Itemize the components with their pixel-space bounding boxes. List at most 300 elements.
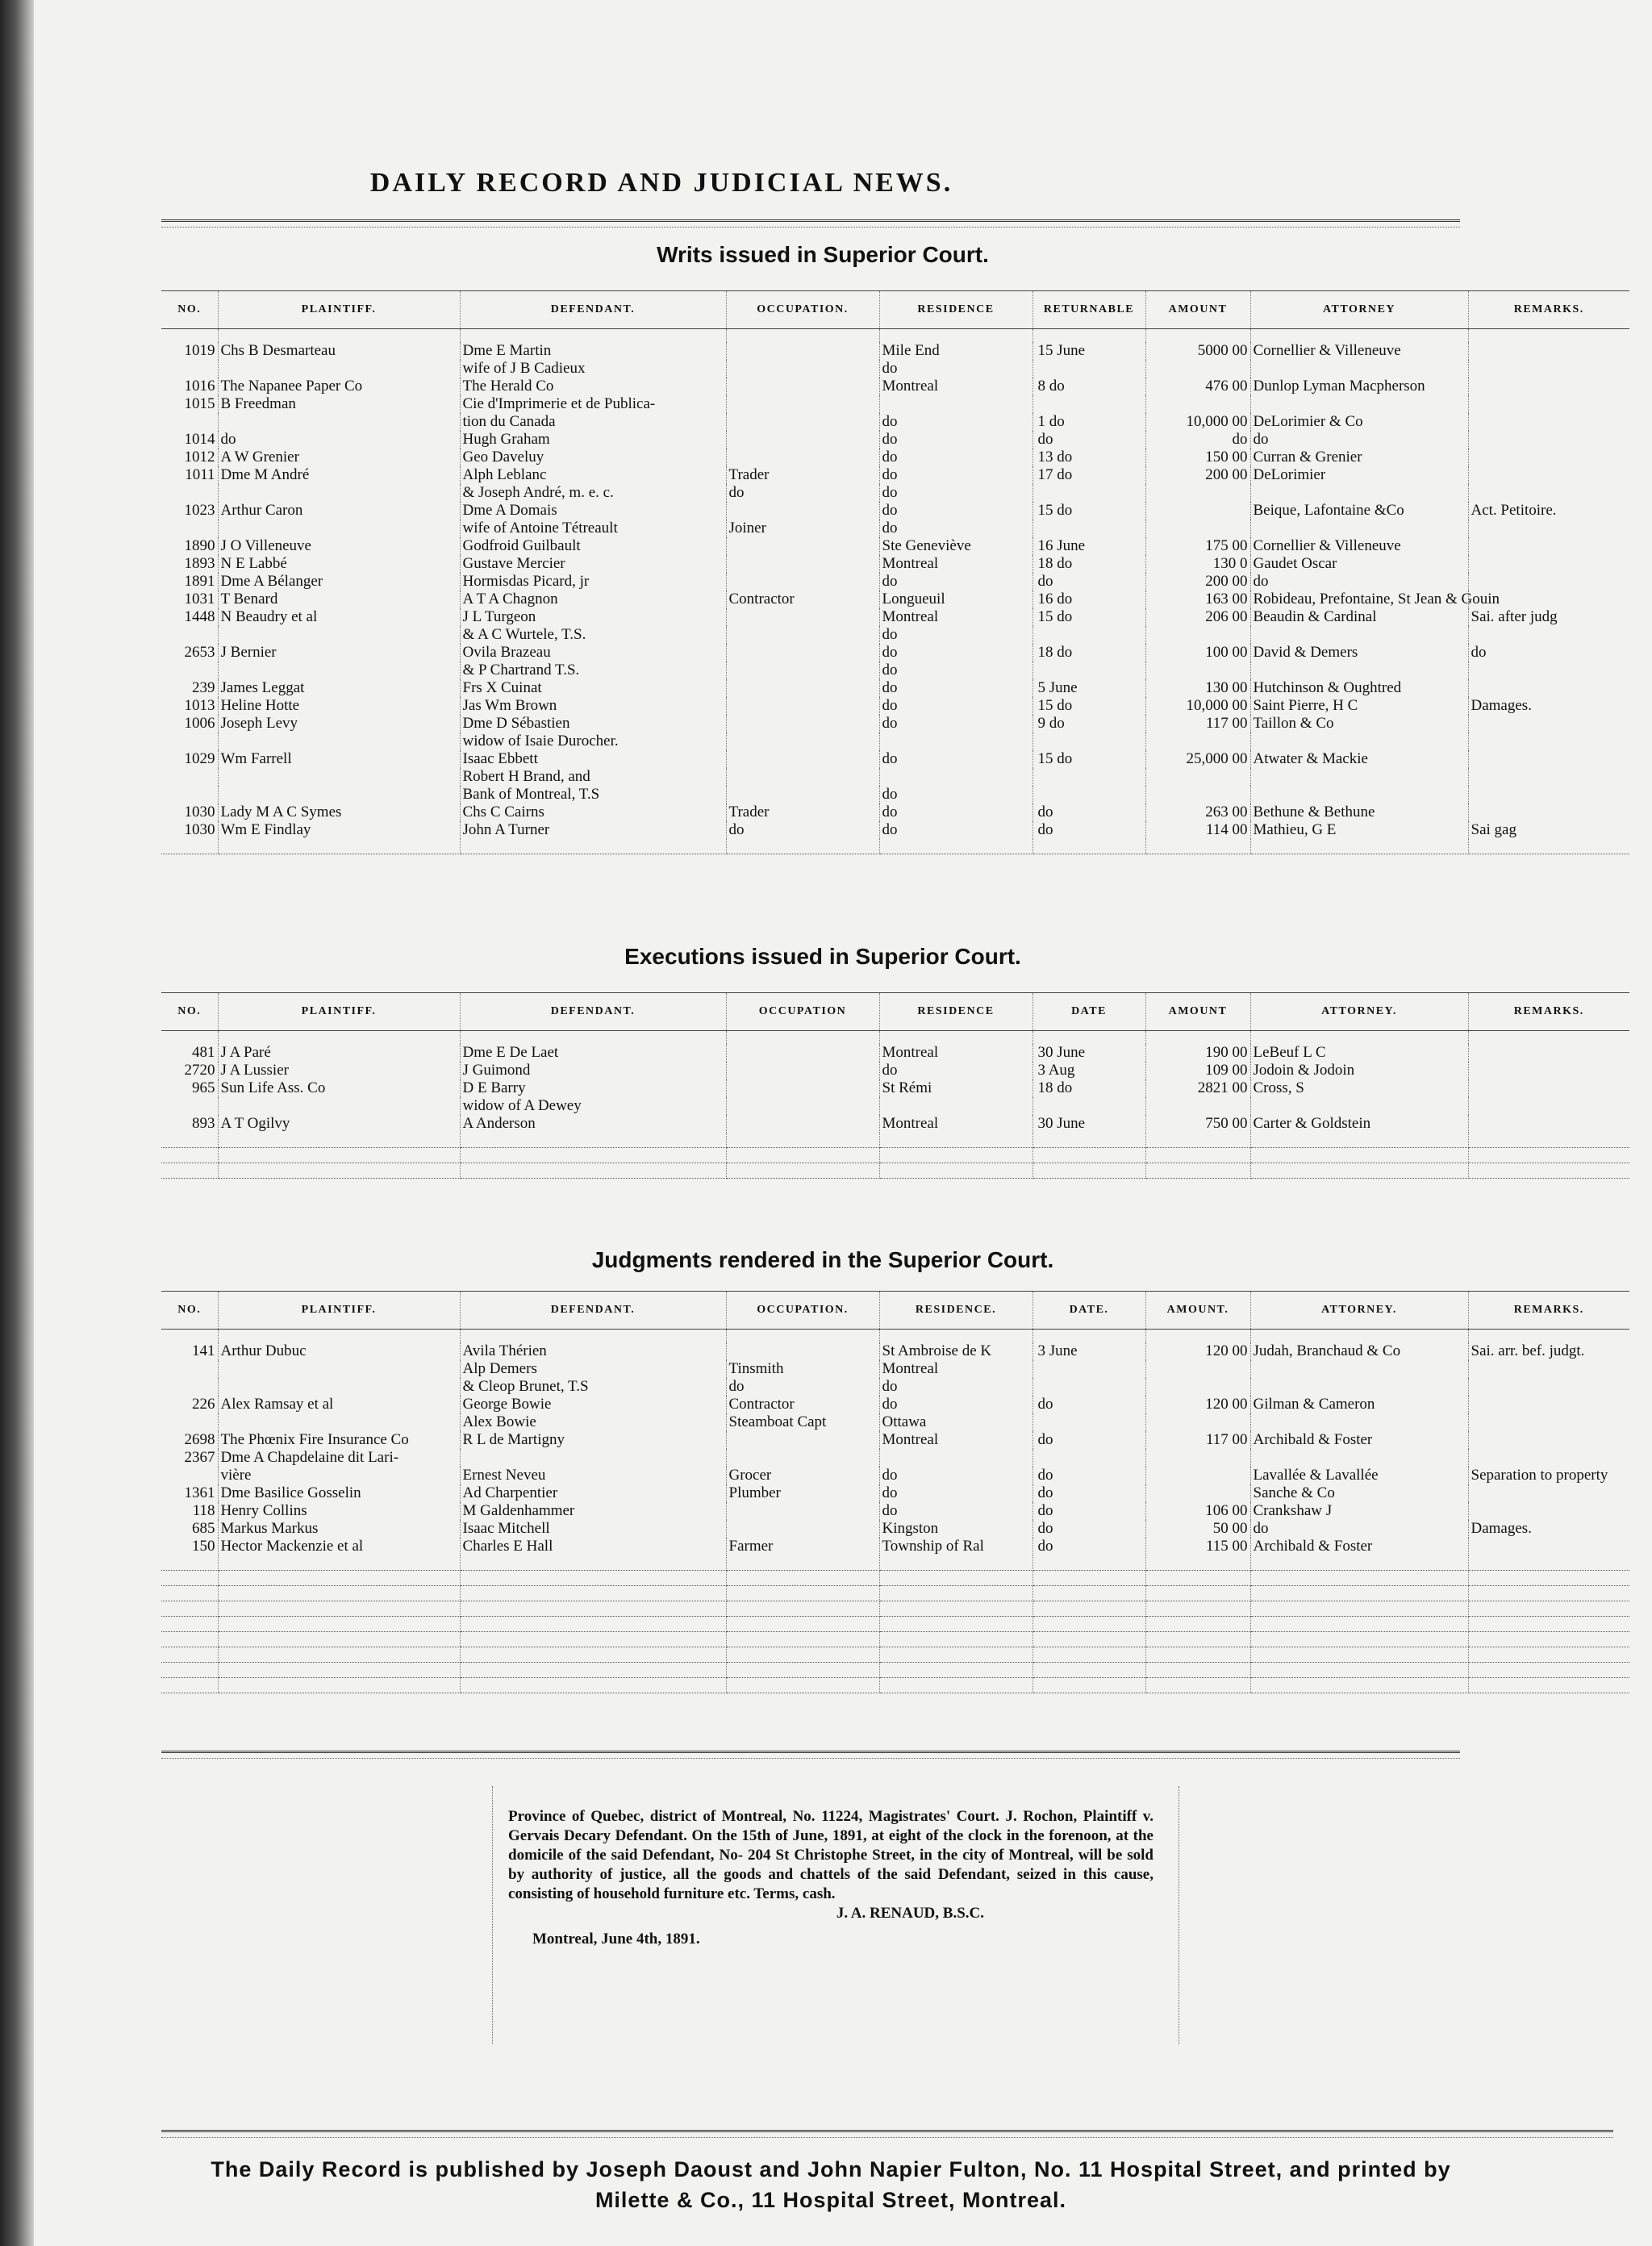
sale-notice (508, 1807, 1153, 1949)
table-cell (218, 413, 460, 431)
table-cell (161, 733, 218, 750)
table-cell (1032, 768, 1145, 786)
table-cell: do (1032, 1396, 1145, 1413)
table-cell: Arthur Dubuc (218, 1342, 460, 1360)
table-cell (726, 1062, 879, 1079)
table-cell: do (1032, 821, 1145, 839)
table-cell: 1011 (161, 466, 218, 484)
table-cell: Taillon & Co (1250, 715, 1468, 733)
table-cell: LeBeuf L C (1250, 1044, 1468, 1062)
table-row (161, 1520, 1629, 1538)
column-header: DEFENDANT. (460, 993, 726, 1031)
table-cell: 13 do (1032, 449, 1145, 466)
table-cell (1032, 360, 1145, 378)
judgments-title: Judgments rendered in the Superior Court. (591, 1247, 1054, 1272)
table-cell: Dme D Sébastien (460, 715, 726, 733)
table-cell: Judah, Branchaud & Co (1250, 1342, 1468, 1360)
table-cell: Beique, Lafontaine &Co (1250, 502, 1468, 520)
table-cell: Dme A Chapdelaine dit Lari- (218, 1449, 460, 1467)
table-cell: Grocer (726, 1467, 879, 1484)
blank-dotted-row (161, 1586, 1629, 1601)
table-cell: George Bowie (460, 1396, 726, 1413)
column-header: PLAINTIFF. (218, 1292, 460, 1330)
table-cell (726, 1079, 879, 1097)
column-header: OCCUPATION. (726, 1292, 879, 1330)
publisher-footer (32, 2154, 1629, 2215)
table-cell: 163 00 (1145, 591, 1250, 608)
table-row (161, 378, 1629, 395)
table-cell: Sanche & Co (1250, 1484, 1468, 1502)
table-cell: 18 do (1032, 1079, 1145, 1097)
table-cell: M Galdenhammer (460, 1502, 726, 1520)
table-cell: 120 00 (1145, 1396, 1250, 1413)
table-cell (218, 1378, 460, 1396)
table-cell (1032, 1378, 1145, 1396)
table-cell: Jas Wm Brown (460, 697, 726, 715)
table-row (161, 1062, 1629, 1079)
table-cell (1250, 786, 1468, 804)
table-cell: 15 do (1032, 697, 1145, 715)
table-cell (1145, 1360, 1250, 1378)
table-cell (1032, 626, 1145, 644)
table-cell (1468, 733, 1629, 750)
table-cell: Alph Leblanc (460, 466, 726, 484)
table-cell (879, 1449, 1032, 1467)
table-cell: Separation to property (1471, 1467, 1608, 1484)
table-cell: do (879, 360, 1032, 378)
table-cell: 1015 (161, 395, 218, 413)
table-cell (1032, 1360, 1145, 1378)
table-cell: DeLorimier & Co (1250, 413, 1468, 431)
table-row (161, 1342, 1629, 1360)
table-cell: 9 do (1032, 715, 1145, 733)
table-cell (1468, 1360, 1629, 1378)
table-cell: Bank of Montreal, T.S (460, 786, 726, 804)
table-cell (726, 502, 879, 520)
table-cell: Mile End (879, 342, 1032, 360)
table-cell: Crankshaw J (1250, 1502, 1468, 1520)
table-row (161, 1079, 1629, 1097)
table-cell: John A Turner (460, 821, 726, 839)
table-cell: do (1471, 644, 1487, 661)
table-cell (1468, 537, 1629, 555)
table-cell: Frs X Cuinat (460, 679, 726, 697)
table-cell: Contractor (726, 591, 879, 608)
table-cell (1468, 360, 1629, 378)
judgments-table (161, 1291, 1629, 1693)
table-cell: 15 June (1032, 342, 1145, 360)
table-cell: Contractor (726, 1396, 879, 1413)
table-cell: do (1032, 804, 1145, 821)
table-cell: Kingston (879, 1520, 1032, 1538)
table-cell: do (1032, 1520, 1145, 1538)
table-cell: do (879, 1062, 1032, 1079)
table-row (161, 1097, 1629, 1115)
table-cell: 141 (161, 1342, 218, 1360)
table-cell (1468, 1044, 1629, 1062)
table-cell: do (879, 1484, 1032, 1502)
blank-dotted-row (161, 1601, 1629, 1617)
table-cell: Montreal (879, 1360, 1032, 1378)
table-cell (1032, 1413, 1145, 1431)
table-cell: do (879, 1467, 1032, 1484)
table-cell: do (879, 644, 1032, 662)
table-cell: vière (218, 1467, 460, 1484)
table-cell (726, 360, 879, 378)
column-header: PLAINTIFF. (218, 993, 460, 1031)
table-cell: 25,000 00 (1145, 750, 1250, 768)
table-cell: 1016 (161, 378, 218, 395)
table-cell (1468, 413, 1629, 431)
column-header: ATTORNEY. (1250, 993, 1468, 1031)
table-cell (1468, 679, 1629, 697)
table-row (161, 679, 1629, 697)
table-cell (726, 626, 879, 644)
table-cell: Gustave Mercier (460, 555, 726, 573)
executions-title: Executions issued in Superior Court. (624, 944, 1021, 969)
table-cell (726, 1342, 879, 1360)
table-row (161, 733, 1629, 750)
table-cell: St Ambroise de K (879, 1342, 1032, 1360)
table-cell: do (879, 484, 1032, 502)
table-cell (1145, 626, 1250, 644)
table-cell: do (726, 484, 879, 502)
table-cell (726, 608, 879, 626)
table-cell (726, 697, 879, 715)
table-row (161, 608, 1629, 626)
table-cell: widow of Isaie Durocher. (460, 733, 726, 750)
table-cell: Cornellier & Villeneuve (1250, 537, 1468, 555)
table-header-row (161, 993, 1629, 1031)
table-row (161, 1396, 1629, 1413)
table-cell (218, 1097, 460, 1115)
table-row (161, 591, 1629, 608)
table-cell: Archibald & Foster (1250, 1538, 1468, 1555)
table-cell: do (879, 697, 1032, 715)
table-cell: 10,000 00 (1145, 413, 1250, 431)
table-cell (218, 786, 460, 804)
table-cell: Dme E De Laet (460, 1044, 726, 1062)
table-cell: 15 do (1032, 608, 1145, 626)
table-cell (1145, 786, 1250, 804)
table-cell: 2698 (161, 1431, 218, 1449)
table-cell: 30 June (1032, 1044, 1145, 1062)
table-cell: Wm E Findlay (218, 821, 460, 839)
table-cell: Steamboat Capt (726, 1413, 879, 1431)
table-cell (1145, 502, 1250, 520)
table-cell: wife of J B Cadieux (460, 360, 726, 378)
table-cell: Plumber (726, 1484, 879, 1502)
table-cell (1468, 466, 1629, 484)
table-cell: Joseph Levy (218, 715, 460, 733)
table-cell: do (726, 1378, 879, 1396)
table-cell: 239 (161, 679, 218, 697)
table-cell: B Freedman (218, 395, 460, 413)
table-cell: & A C Wurtele, T.S. (460, 626, 726, 644)
table-cell (1145, 1413, 1250, 1431)
table-cell: do (1250, 573, 1468, 591)
table-cell: Ottawa (879, 1413, 1032, 1431)
table-cell (726, 555, 879, 573)
table-cell (1468, 1484, 1629, 1502)
table-cell: 3 Aug (1032, 1062, 1145, 1079)
table-cell: 10,000 00 (1145, 697, 1250, 715)
table-cell: 190 00 (1145, 1044, 1250, 1062)
table-cell: Atwater & Mackie (1250, 750, 1468, 768)
table-cell: do (879, 679, 1032, 697)
table-cell (1032, 662, 1145, 679)
column-header: NO. (161, 1292, 218, 1330)
table-cell: Lavallée & Lavallée (1250, 1467, 1468, 1484)
table-cell (161, 360, 218, 378)
table-cell: & Cleop Brunet, T.S (460, 1378, 726, 1396)
table-cell (218, 662, 460, 679)
table-cell: Alex Ramsay et al (218, 1396, 460, 1413)
table-cell: Montreal (879, 1115, 1032, 1133)
table-cell: do (1032, 431, 1145, 449)
table-row (161, 573, 1629, 591)
table-cell: Hutchinson & Oughtred (1250, 679, 1468, 697)
table-cell (726, 662, 879, 679)
table-cell: 30 June (1032, 1115, 1145, 1133)
table-cell: Charles E Hall (460, 1538, 726, 1555)
table-cell (1468, 555, 1629, 573)
table-cell (218, 1413, 460, 1431)
table-cell: 16 do (1032, 591, 1145, 608)
table-cell: 750 00 (1145, 1115, 1250, 1133)
table-cell: do (879, 1378, 1032, 1396)
table-cell (726, 786, 879, 804)
table-cell: Cross, S (1250, 1079, 1468, 1097)
table-cell (726, 768, 879, 786)
table-cell (1145, 520, 1250, 537)
table-cell: Sai. arr. bef. judgt. (1471, 1342, 1585, 1359)
blank-dotted-row (161, 1632, 1629, 1647)
table-cell: 1014 (161, 431, 218, 449)
table-cell (1468, 1431, 1629, 1449)
table-cell: Sai. after judg (1471, 608, 1558, 625)
table-cell: 1019 (161, 342, 218, 360)
table-cell: widow of A Dewey (460, 1097, 726, 1115)
notice-date: Montreal, June 4th, 1891. (532, 1931, 700, 1948)
table-cell: Cie d'Imprimerie et de Publica- (460, 395, 726, 413)
table-cell: 5 June (1032, 679, 1145, 697)
table-cell: Montreal (879, 378, 1032, 395)
column-header: DATE. (1032, 1292, 1145, 1330)
column-header: AMOUNT (1145, 993, 1250, 1031)
table-cell (1145, 1484, 1250, 1502)
table-cell (1468, 1396, 1629, 1413)
table-row (161, 466, 1629, 484)
table-row (161, 449, 1629, 466)
table-row (161, 537, 1629, 555)
table-cell: do (879, 502, 1032, 520)
table-cell: Alex Bowie (460, 1413, 726, 1431)
table-cell (1468, 1378, 1629, 1396)
table-cell: 481 (161, 1044, 218, 1062)
table-cell (1468, 1449, 1629, 1467)
table-cell: DeLorimier (1250, 466, 1468, 484)
table-cell: 263 00 (1145, 804, 1250, 821)
table-cell: J A Lussier (218, 1062, 460, 1079)
table-cell: 2821 00 (1145, 1079, 1250, 1097)
table-row (161, 804, 1629, 821)
table-cell: Joiner (726, 520, 879, 537)
table-cell: A W Grenier (218, 449, 460, 466)
table-cell: 200 00 (1145, 573, 1250, 591)
table-cell: do (879, 821, 1032, 839)
blank-dotted-row (161, 1163, 1629, 1179)
table-row (161, 1378, 1629, 1396)
table-cell: Alp Demers (460, 1360, 726, 1378)
table-cell: Damages. (1471, 1520, 1532, 1537)
blank-dotted-row (161, 1663, 1629, 1678)
table-cell: 893 (161, 1115, 218, 1133)
table-cell: 1031 (161, 591, 218, 608)
table-cell (1468, 786, 1629, 804)
table-cell: 1361 (161, 1484, 218, 1502)
table-cell (726, 537, 879, 555)
table-cell: Carter & Goldstein (1250, 1115, 1468, 1133)
table-cell: Gaudet Oscar (1250, 555, 1468, 573)
table-cell (726, 1502, 879, 1520)
table-cell (1468, 573, 1629, 591)
table-cell (1250, 733, 1468, 750)
table-cell: 117 00 (1145, 1431, 1250, 1449)
table-cell: The Herald Co (460, 378, 726, 395)
table-cell (1032, 786, 1145, 804)
blank-dotted-row (161, 1647, 1629, 1663)
table-cell: Sun Life Ass. Co (218, 1079, 460, 1097)
table-cell: Gilman & Cameron (1250, 1396, 1468, 1413)
table-cell: do (879, 520, 1032, 537)
table-cell (726, 715, 879, 733)
table-cell (1468, 378, 1629, 395)
table-cell: Mathieu, G E (1250, 821, 1468, 839)
table-cell (879, 1097, 1032, 1115)
table-cell: Ad Charpentier (460, 1484, 726, 1502)
table-cell: 115 00 (1145, 1538, 1250, 1555)
column-header: AMOUNT (1145, 291, 1250, 329)
table-cell: David & Demers (1250, 644, 1468, 662)
judgments-bottom-rule (161, 1751, 1460, 1759)
table-cell: Dunlop Lyman Macpherson (1250, 378, 1468, 395)
table-cell: 130 0 (1145, 555, 1250, 573)
table-cell (161, 1413, 218, 1431)
table-row (161, 1467, 1629, 1484)
table-cell (161, 484, 218, 502)
table-cell: Montreal (879, 555, 1032, 573)
table-cell: do (1032, 1467, 1145, 1484)
table-cell (1145, 662, 1250, 679)
table-cell (1468, 1502, 1629, 1520)
table-header-row (161, 1292, 1629, 1330)
table-cell: wife of Antoine Tétreault (460, 520, 726, 537)
table-cell (1468, 715, 1629, 733)
table-cell: Bethune & Bethune (1250, 804, 1468, 821)
column-header: DEFENDANT. (460, 291, 726, 329)
table-cell: Act. Petitoire. (1471, 502, 1557, 519)
table-cell: 1030 (161, 804, 218, 821)
table-cell (460, 1449, 726, 1467)
table-cell: A T A Chagnon (460, 591, 726, 608)
table-cell: 118 (161, 1502, 218, 1520)
table-cell (218, 520, 460, 537)
blank-dotted-row (161, 1148, 1629, 1163)
table-cell: James Leggat (218, 679, 460, 697)
table-cell: Curran & Grenier (1250, 449, 1468, 466)
table-cell: J L Turgeon (460, 608, 726, 626)
table-cell: J A Paré (218, 1044, 460, 1062)
table-cell: N Beaudry et al (218, 608, 460, 626)
table-row (161, 1413, 1629, 1431)
table-cell: do (879, 413, 1032, 431)
table-cell (1250, 360, 1468, 378)
table-cell: Hormisdas Picard, jr (460, 573, 726, 591)
table-cell: Cornellier & Villeneuve (1250, 342, 1468, 360)
table-cell: Montreal (879, 1431, 1032, 1449)
column-header: REMARKS. (1468, 993, 1629, 1031)
table-cell: Archibald & Foster (1250, 1431, 1468, 1449)
table-cell: 15 do (1032, 502, 1145, 520)
table-cell: St Rémi (879, 1079, 1032, 1097)
column-header: REMARKS. (1468, 1292, 1629, 1330)
table-cell (1145, 360, 1250, 378)
table-cell (1250, 1413, 1468, 1431)
table-cell (1468, 1538, 1629, 1555)
table-row (161, 626, 1629, 644)
column-header: NO. (161, 993, 218, 1031)
table-cell (1468, 484, 1629, 502)
table-row (161, 768, 1629, 786)
table-cell: Trader (726, 466, 879, 484)
table-cell (1468, 662, 1629, 679)
table-cell (1145, 1449, 1250, 1467)
table-row (161, 413, 1629, 431)
table-cell: A T Ogilvy (218, 1115, 460, 1133)
table-cell: The Phœnix Fire Insurance Co (218, 1431, 460, 1449)
table-cell (1468, 626, 1629, 644)
table-cell: J Guimond (460, 1062, 726, 1079)
table-cell: do (1032, 1484, 1145, 1502)
table-cell (1032, 733, 1145, 750)
table-cell: Godfroid Guilbault (460, 537, 726, 555)
table-cell (1032, 1449, 1145, 1467)
table-cell (726, 1044, 879, 1062)
table-cell (161, 786, 218, 804)
column-header: REMARKS. (1468, 291, 1629, 329)
table-row (161, 395, 1629, 413)
table-cell (879, 768, 1032, 786)
table-cell: do (879, 750, 1032, 768)
table-cell: 109 00 (1145, 1062, 1250, 1079)
table-cell (1468, 1079, 1629, 1097)
table-cell (218, 360, 460, 378)
table-cell (1145, 733, 1250, 750)
table-cell: 175 00 (1145, 537, 1250, 555)
table-row (161, 644, 1629, 662)
table-cell (218, 733, 460, 750)
table-cell: 1030 (161, 821, 218, 839)
table-cell: Tinsmith (726, 1360, 879, 1378)
table-cell (1145, 395, 1250, 413)
table-cell (726, 449, 879, 466)
table-cell: Trader (726, 804, 879, 821)
table-cell: Beaudin & Cardinal (1250, 608, 1468, 626)
table-cell: 1 do (1032, 413, 1145, 431)
table-cell: do (1145, 431, 1250, 449)
table-cell (726, 1097, 879, 1115)
